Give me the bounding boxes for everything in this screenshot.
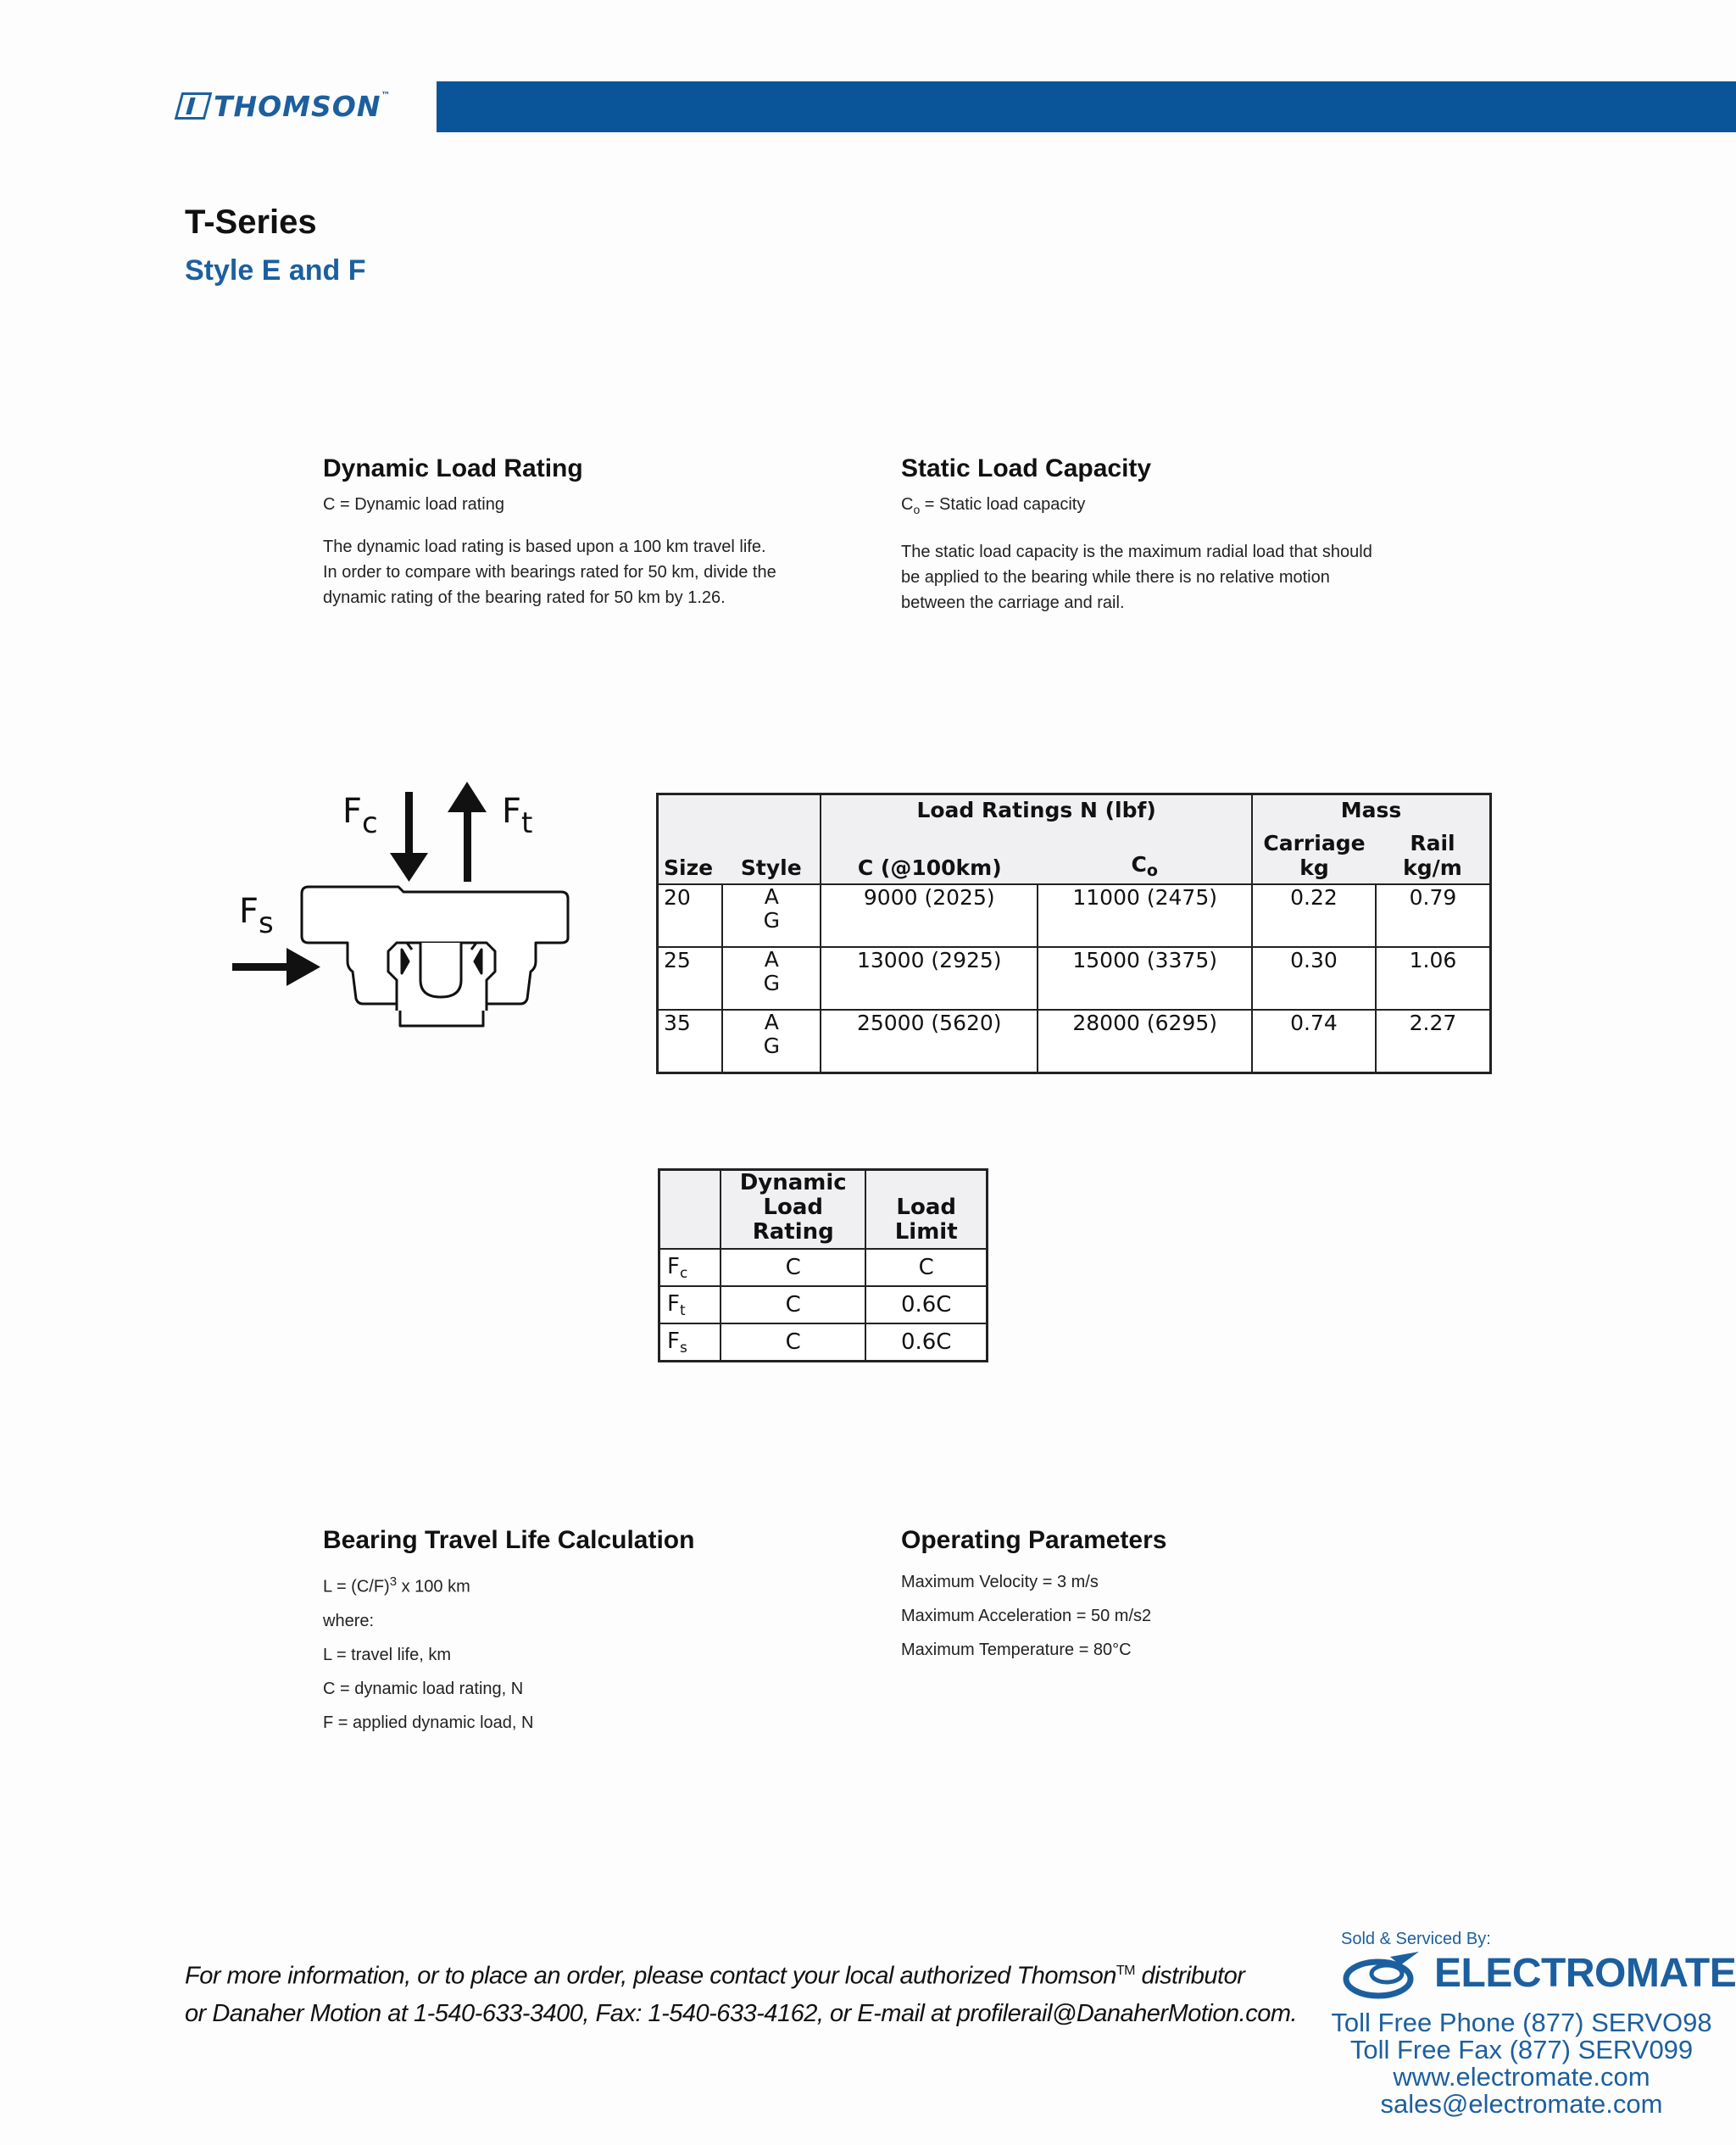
operating-parameters-heading: Operating Parameters <box>901 1526 1167 1554</box>
travel-life-formula: $L = (C/F)^3$ x 100 km <box>323 1574 470 1596</box>
seller-fax: Toll Free Fax (877) SERV099 <box>1349 2035 1694 2064</box>
table-row: $F_c$ C C <box>659 1249 988 1286</box>
c-header: C (@100km) <box>821 824 1038 884</box>
fs-label: $F_s$ <box>239 892 274 940</box>
dynamic-load-description: The dynamic load rating is based upon a 100 km travel life. In order to compare with bearings rated for 50 km, divide the dynamic rating of the bearing rated for 50 km by 1.26. <box>323 538 776 607</box>
rail-header: Rail kg/m <box>1376 824 1491 884</box>
ft-label: $F_t$ <box>502 792 533 840</box>
size-header: Size <box>658 824 723 884</box>
thomson-mark-icon <box>175 92 213 120</box>
style-header: Style <box>722 824 821 884</box>
seller-contact <box>1322 2009 1721 2118</box>
table-row: 35 A G 25000 (5620) 28000 (6295) 0.74 2.27 <box>658 1010 1491 1073</box>
header-bar <box>437 81 1736 132</box>
table-row: $F_t$ C 0.6C <box>659 1286 988 1323</box>
load-limit-table <box>658 1168 988 1362</box>
sold-serviced-label: Sold & Serviced By: <box>1341 1930 1491 1948</box>
static-load-definition: $C_o$ = Static load capacity <box>901 495 1086 516</box>
electromate-name: ELECTROMATE <box>1434 1951 1736 1996</box>
fc-label: $F_c$ <box>342 792 378 840</box>
dynamic-load-rating-header: Dynamic Load Rating <box>721 1170 865 1250</box>
electromate-swoosh-icon <box>1341 1948 1426 2004</box>
force-diagram <box>220 780 593 1034</box>
travel-life-heading: Bearing Travel Life Calculation <box>323 1526 695 1554</box>
load-ratings-table <box>656 793 1492 1074</box>
fc-arrow-icon <box>390 792 428 882</box>
fs-arrow-icon <box>232 948 320 986</box>
dynamic-load-section <box>323 454 776 610</box>
load-limit-header: Load Limit <box>865 1170 987 1250</box>
carriage-header: Carriage kg <box>1252 824 1376 884</box>
page-subtitle: Style E and F <box>185 254 366 287</box>
table-row: 20 A G 9000 (2025) 11000 (2475) 0.22 0.79 <box>658 884 1491 947</box>
static-load-description: The static load capacity is the maximum radial load that should be applied to the bearing while there is no relative motion between the carriage and rail. <box>901 543 1372 612</box>
travel-life-section <box>323 1526 694 1740</box>
mass-group-header: Mass <box>1252 794 1490 825</box>
ft-arrow-icon <box>448 782 487 882</box>
seller-phone: Toll Free Phone (877) SERVO98 <box>1331 2008 1712 2037</box>
dynamic-load-definition: C = Dynamic load rating <box>323 495 504 514</box>
load-ratings-group-header: Load Ratings N (lbf) <box>821 794 1252 825</box>
table-row: 25 A G 13000 (2925) 15000 (3375) 0.30 1.06 <box>658 947 1491 1010</box>
co-header: $C_o$ <box>1038 824 1252 884</box>
thomson-logo: THOMSON™ <box>178 90 391 123</box>
seller-email[interactable]: sales@electromate.com <box>1380 2089 1663 2119</box>
carriage-profile <box>302 887 568 1026</box>
travel-life-legend: where: L = travel life, km C = dynamic load rating, N F = applied dynamic load, N <box>323 1611 534 1732</box>
static-load-section <box>901 454 1372 616</box>
operating-parameters-section: Operating Parameters Maximum Velocity = 3 m/s Maximum Acceleration = 50 m/s2 Maximum Temperature = 80°C <box>901 1526 1167 1659</box>
contact-note: For more information, or to place an order, please contact your local authorized Thomson™ distributor or Danaher Motion at 1-540-633-3400, Fax: 1-540-633-4162, or E-mail at profilerail@DanaherMotion.com. <box>185 1962 1298 2027</box>
page-title: T-Series <box>185 203 317 241</box>
table-row: $F_s$ C 0.6C <box>659 1323 988 1362</box>
seller-website[interactable]: www.electromate.com <box>1393 2062 1650 2092</box>
dynamic-load-heading: Dynamic Load Rating <box>323 454 583 482</box>
static-load-heading: Static Load Capacity <box>901 454 1152 482</box>
